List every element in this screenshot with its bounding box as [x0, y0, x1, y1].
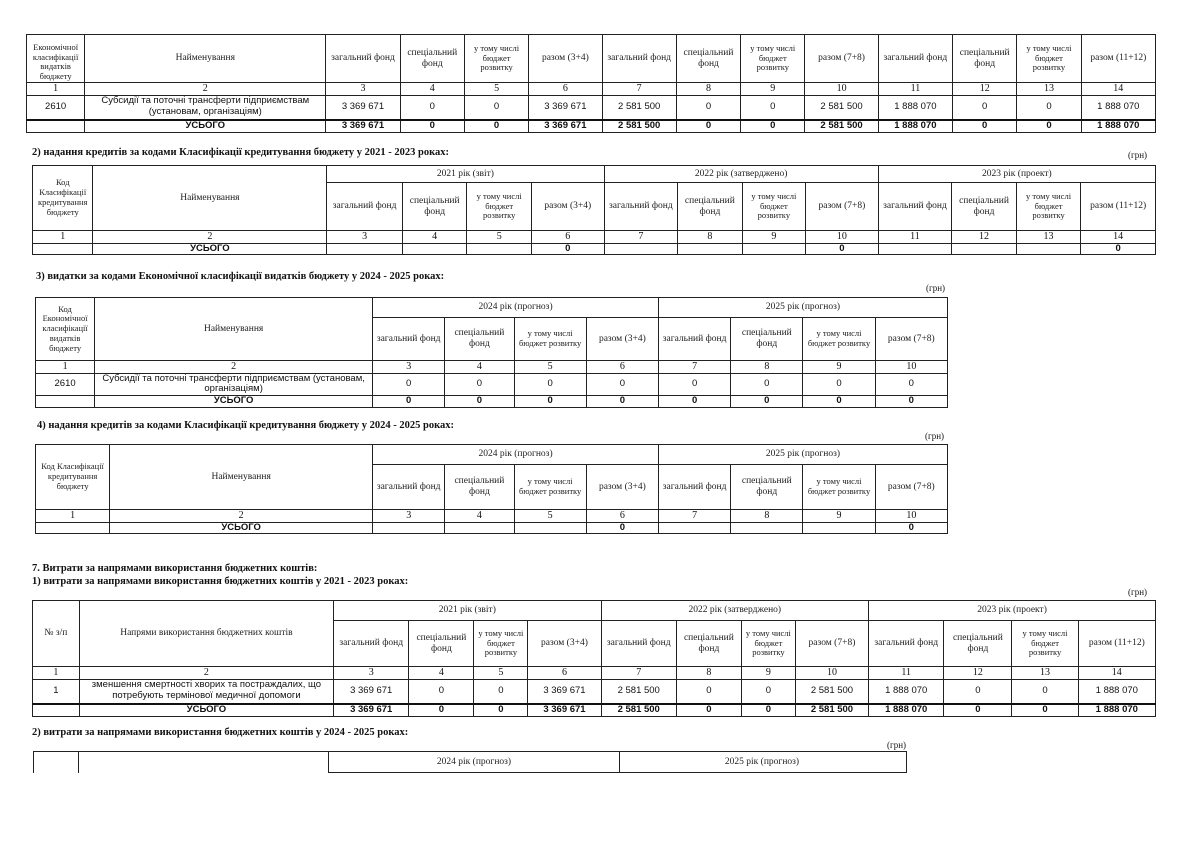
col-header: загальний фонд: [334, 621, 409, 667]
col-header: у тому числі бюджет розвитку: [741, 35, 805, 83]
col-num: 2: [95, 361, 373, 374]
total-row: [36, 522, 948, 534]
col-num: 3: [327, 231, 403, 244]
total-cell: 0: [586, 396, 658, 408]
col-num: 10: [805, 83, 878, 96]
col-num: 3: [326, 83, 400, 96]
total-cell: 0: [741, 704, 795, 716]
table-credits-2021-2023: [32, 165, 1156, 255]
col-header: загальний фонд: [878, 35, 952, 83]
total-cell: 2 581 500: [602, 120, 676, 132]
value-cell: 0: [953, 95, 1017, 120]
col-header: загальний фонд: [658, 318, 730, 361]
col-header: разом (7+8): [805, 35, 878, 83]
col-num: 13: [1017, 83, 1081, 96]
col-num: 10: [875, 361, 947, 374]
value-cell: 0: [875, 373, 947, 396]
col-num: 6: [528, 667, 601, 680]
col-num: 6: [586, 361, 658, 374]
value-cell: 0: [731, 373, 803, 396]
col-num: 14: [1081, 83, 1155, 96]
column-number-row: [33, 231, 1156, 244]
value-cell: 0: [1012, 679, 1078, 704]
total-cell: [467, 243, 532, 255]
table-row: [36, 373, 948, 396]
col-num: 11: [878, 83, 952, 96]
total-cell: 0: [741, 120, 805, 132]
col-header: загальний фонд: [604, 183, 678, 231]
code-cell: 2610: [27, 95, 85, 120]
value-cell: 0: [944, 679, 1012, 704]
col-num: 3: [373, 361, 445, 374]
code-header: Код Класифікації кредитування бюджету: [33, 166, 93, 231]
total-cell: 0: [445, 396, 514, 408]
col-num: 9: [742, 231, 806, 244]
value-cell: 0: [400, 95, 464, 120]
col-num: 3: [373, 510, 445, 523]
value-cell: 3 369 671: [334, 679, 409, 704]
total-cell: [373, 522, 445, 534]
col-header: у тому числі бюджет розвитку: [742, 183, 806, 231]
col-header: у тому числі бюджет розвитку: [467, 183, 532, 231]
value-cell: 0: [676, 95, 740, 120]
col-header: у тому числі бюджет розвитку: [1017, 35, 1081, 83]
value-cell: 0: [586, 373, 658, 396]
col-header: разом (11+12): [1078, 621, 1155, 667]
column-number-row: [36, 361, 948, 374]
value-cell: 1 888 070: [869, 679, 944, 704]
total-cell: 1 888 070: [1078, 704, 1155, 716]
total-cell: 1 888 070: [878, 120, 952, 132]
col-num: 10: [806, 231, 879, 244]
empty-cell: [27, 120, 85, 132]
value-cell: 2 581 500: [601, 679, 676, 704]
year-header-2025: 2025 рік (прогноз): [658, 445, 947, 465]
year-header-2023: 2023 рік (проект): [869, 601, 1156, 621]
col-num: 7: [602, 83, 676, 96]
value-cell: 0: [464, 95, 528, 120]
col-header: спеціальний фонд: [402, 183, 467, 231]
col-header: у тому числі бюджет розвитку: [1016, 183, 1081, 231]
value-cell: 0: [741, 679, 795, 704]
col-num: 11: [869, 667, 944, 680]
col-header: спеціальний фонд: [676, 35, 740, 83]
table-border-left: [33, 751, 34, 773]
total-label: УСЬОГО: [93, 243, 327, 255]
number-cell: 1: [33, 679, 80, 704]
total-cell: [803, 522, 875, 534]
total-cell: 0: [1081, 243, 1156, 255]
total-cell: 0: [944, 704, 1012, 716]
value-cell: 3 369 671: [529, 95, 602, 120]
col-num: 2: [85, 83, 326, 96]
col-num: 6: [531, 231, 604, 244]
section-title-7: 7. Витрати за напрямами використання бюджетних коштів:: [32, 563, 318, 574]
total-cell: 0: [373, 396, 445, 408]
col-num: 5: [474, 667, 528, 680]
empty-cell: [36, 522, 110, 534]
col-num: 5: [514, 510, 586, 523]
value-cell: 2 581 500: [795, 679, 868, 704]
total-cell: 3 369 671: [326, 120, 400, 132]
total-cell: 0: [531, 243, 604, 255]
column-number-row: [33, 667, 1156, 680]
total-cell: 0: [658, 396, 730, 408]
section-heading-credits-2024-2025: 4) надання кредитів за кодами Класифікації кредитування бюджету у 2024 - 2025 роках:: [37, 420, 455, 431]
total-cell: [742, 243, 806, 255]
col-header: загальний фонд: [602, 35, 676, 83]
number-header: № з/п: [33, 601, 80, 667]
direction-cell: зменшення смертності хворих та постраждалих, що потребують термінової медичної допомоги: [79, 679, 333, 704]
col-header: разом (7+8): [806, 183, 879, 231]
section-heading-credits-2021-2023: 2) надання кредитів за кодами Класифікації кредитування бюджету у 2021 - 2023 роках:: [32, 147, 450, 158]
col-num: 4: [409, 667, 474, 680]
col-header: у тому числі бюджет розвитку: [464, 35, 528, 83]
col-num: 9: [741, 83, 805, 96]
total-cell: 0: [803, 396, 875, 408]
total-cell: 0: [474, 704, 528, 716]
col-header: разом (11+12): [1081, 35, 1155, 83]
value-cell: 2 581 500: [805, 95, 878, 120]
total-cell: 0: [676, 120, 740, 132]
value-cell: 0: [445, 373, 514, 396]
table-row: [27, 95, 1156, 120]
table-credits-2024-2025: [35, 444, 948, 534]
total-cell: [445, 522, 514, 534]
year-header-2025: 2025 рік (прогноз): [658, 298, 947, 318]
col-num: 12: [953, 83, 1017, 96]
col-header: у тому числі бюджет розвитку: [803, 318, 875, 361]
col-num: 5: [467, 231, 532, 244]
col-num: 7: [604, 231, 678, 244]
col-num: 1: [33, 667, 80, 680]
total-cell: 0: [1017, 120, 1081, 132]
total-cell: 0: [400, 120, 464, 132]
total-cell: [402, 243, 467, 255]
empty-cell: [36, 396, 95, 408]
col-num: 7: [658, 510, 730, 523]
total-cell: 3 369 671: [528, 704, 601, 716]
year-header-2022: 2022 рік (затверджено): [604, 166, 878, 183]
col-header: спеціальний фонд: [731, 465, 803, 510]
col-header: спеціальний фонд: [409, 621, 474, 667]
code-header: Код Класифікації кредитування бюджету: [36, 445, 110, 510]
table-economic-2024-2025: [35, 297, 948, 408]
year-header-2022: 2022 рік (затверджено): [601, 601, 869, 621]
total-cell: 0: [464, 120, 528, 132]
total-cell: 0: [731, 396, 803, 408]
year-header-2024: 2024 рік (прогноз): [373, 298, 659, 318]
name-cell: Субсидії та поточні трансферти підприємствам (установам, організаціям): [95, 373, 373, 396]
empty-cell: [33, 243, 93, 255]
name-header: Найменування: [85, 35, 326, 83]
col-num: 10: [875, 510, 947, 523]
total-row: [36, 396, 948, 408]
value-cell: 0: [658, 373, 730, 396]
year-header-2021: 2021 рік (звіт): [327, 166, 604, 183]
unit-label: (грн): [925, 431, 945, 441]
total-row: [33, 704, 1156, 716]
total-cell: 2 581 500: [795, 704, 868, 716]
col-num: 11: [878, 231, 952, 244]
total-cell: [327, 243, 403, 255]
value-cell: 0: [676, 679, 741, 704]
total-cell: 1 888 070: [1081, 120, 1155, 132]
section-heading-expenses-2024-2025: 3) видатки за кодами Економічної класифікації видатків бюджету у 2024 - 2025 роках:: [36, 271, 445, 282]
col-header: загальний фонд: [326, 35, 400, 83]
col-header: загальний фонд: [601, 621, 676, 667]
col-header: разом (7+8): [875, 465, 947, 510]
code-header: Код Економічної класифікації видатків бюджету: [36, 298, 95, 361]
section-heading-directions-2021-2023: 1) витрати за напрямами використання бюджетних коштів у 2021 - 2023 роках:: [32, 576, 409, 587]
col-header: спеціальний фонд: [676, 621, 741, 667]
empty-cell: [33, 704, 80, 716]
col-header: загальний фонд: [373, 465, 445, 510]
col-num: 8: [678, 231, 743, 244]
unit-label: (грн): [926, 283, 946, 293]
col-header: разом (3+4): [528, 621, 601, 667]
total-cell: [678, 243, 743, 255]
total-cell: 2 581 500: [601, 704, 676, 716]
value-cell: 1 888 070: [878, 95, 952, 120]
col-header: спеціальний фонд: [445, 465, 514, 510]
total-row: [27, 120, 1156, 132]
col-header: спеціальний фонд: [400, 35, 464, 83]
col-num: 9: [803, 361, 875, 374]
value-cell: 3 369 671: [326, 95, 400, 120]
col-header: разом (3+4): [586, 465, 658, 510]
unit-label: (грн): [1128, 150, 1148, 160]
col-num: 13: [1012, 667, 1078, 680]
col-header: спеціальний фонд: [952, 183, 1017, 231]
col-num: 8: [731, 361, 803, 374]
col-header: разом (11+12): [1081, 183, 1156, 231]
value-cell: 0: [741, 95, 805, 120]
year-header-2023: 2023 рік (проект): [878, 166, 1155, 183]
col-num: 5: [514, 361, 586, 374]
col-header: у тому числі бюджет розвитку: [514, 465, 586, 510]
total-cell: 0: [409, 704, 474, 716]
value-cell: 0: [803, 373, 875, 396]
value-cell: 3 369 671: [528, 679, 601, 704]
col-num: 4: [445, 361, 514, 374]
value-cell: 1 888 070: [1078, 679, 1155, 704]
name-cell: Субсидії та поточні трансферти підприємствам (установам, організаціям): [85, 95, 326, 120]
col-header: у тому числі бюджет розвитку: [474, 621, 528, 667]
total-cell: 0: [875, 522, 947, 534]
total-cell: 2 581 500: [805, 120, 878, 132]
col-num: 6: [586, 510, 658, 523]
col-header: разом (3+4): [529, 35, 602, 83]
total-cell: [658, 522, 730, 534]
col-num: 10: [795, 667, 868, 680]
col-header: у тому числі бюджет розвитку: [1012, 621, 1078, 667]
col-num: 4: [400, 83, 464, 96]
unit-label: (грн): [887, 740, 907, 750]
table-economic-2021-2023: [26, 34, 1156, 133]
table-row: [33, 679, 1156, 704]
col-header: у тому числі бюджет розвитку: [803, 465, 875, 510]
col-num: 4: [402, 231, 467, 244]
col-num: 3: [334, 667, 409, 680]
value-cell: 0: [1017, 95, 1081, 120]
total-cell: 0: [953, 120, 1017, 132]
column-number-row: [27, 83, 1156, 96]
col-num: 6: [529, 83, 602, 96]
col-num: 1: [33, 231, 93, 244]
total-cell: 0: [1012, 704, 1078, 716]
col-num: 4: [445, 510, 514, 523]
total-label: УСЬОГО: [110, 522, 373, 534]
name-header: Найменування: [93, 166, 327, 231]
total-cell: [731, 522, 803, 534]
col-num: 12: [952, 231, 1017, 244]
col-header: спеціальний фонд: [731, 318, 803, 361]
total-cell: 0: [875, 396, 947, 408]
col-header: спеціальний фонд: [678, 183, 743, 231]
total-label: УСЬОГО: [95, 396, 373, 408]
year-header-2021: 2021 рік (звіт): [334, 601, 602, 621]
total-cell: [878, 243, 952, 255]
col-num: 7: [658, 361, 730, 374]
col-header: разом (7+8): [875, 318, 947, 361]
unit-label: (грн): [1128, 587, 1148, 597]
section-heading-directions-2024-2025: 2) витрати за напрямами використання бюджетних коштів у 2024 - 2025 роках:: [32, 727, 409, 738]
col-num: 1: [27, 83, 85, 96]
col-num: 2: [93, 231, 327, 244]
col-header: разом (3+4): [586, 318, 658, 361]
direction-header: Напрями використання бюджетних коштів: [79, 601, 333, 667]
name-header: Найменування: [95, 298, 373, 361]
col-header: у тому числі бюджет розвитку: [514, 318, 586, 361]
value-cell: 0: [409, 679, 474, 704]
col-header: загальний фонд: [869, 621, 944, 667]
col-num: 14: [1081, 231, 1156, 244]
col-num: 1: [36, 361, 95, 374]
value-cell: 2 581 500: [602, 95, 676, 120]
col-num: 5: [464, 83, 528, 96]
col-num: 2: [79, 667, 333, 680]
column-number-row: [36, 510, 948, 523]
col-num: 1: [36, 510, 110, 523]
total-cell: 0: [806, 243, 879, 255]
col-header: загальний фонд: [327, 183, 403, 231]
partial-table-directions-2024-2025: [33, 751, 907, 773]
col-header: разом (3+4): [531, 183, 604, 231]
col-header: загальний фонд: [878, 183, 952, 231]
col-num: 12: [944, 667, 1012, 680]
code-header: Економічної класифікації видатків бюджету: [27, 35, 85, 83]
col-header: загальний фонд: [373, 318, 445, 361]
col-header: спеціальний фонд: [953, 35, 1017, 83]
col-num: 8: [731, 510, 803, 523]
total-row: [33, 243, 1156, 255]
col-num: 9: [741, 667, 795, 680]
col-num: 13: [1016, 231, 1081, 244]
code-cell: 2610: [36, 373, 95, 396]
col-num: 14: [1078, 667, 1155, 680]
col-header: загальний фонд: [658, 465, 730, 510]
total-label: УСЬОГО: [85, 120, 326, 132]
total-cell: 0: [514, 396, 586, 408]
year-header-2024: 2024 рік (прогноз): [373, 445, 659, 465]
total-cell: [514, 522, 586, 534]
col-header: спеціальний фонд: [944, 621, 1012, 667]
total-cell: 3 369 671: [334, 704, 409, 716]
year-header-2025: 2025 рік (прогноз): [618, 751, 907, 773]
value-cell: 0: [474, 679, 528, 704]
col-header: у тому числі бюджет розвитку: [741, 621, 795, 667]
year-header-2024: 2024 рік (прогноз): [328, 751, 620, 773]
total-cell: 1 888 070: [869, 704, 944, 716]
total-cell: 3 369 671: [529, 120, 602, 132]
table-directions-2021-2023: [32, 600, 1156, 717]
col-header: разом (7+8): [795, 621, 868, 667]
col-num: 7: [601, 667, 676, 680]
value-cell: 0: [514, 373, 586, 396]
total-cell: [952, 243, 1017, 255]
col-num: 9: [803, 510, 875, 523]
name-header: Найменування: [110, 445, 373, 510]
total-cell: 0: [676, 704, 741, 716]
total-cell: [1016, 243, 1081, 255]
total-label: УСЬОГО: [79, 704, 333, 716]
value-cell: 0: [373, 373, 445, 396]
col-num: 2: [110, 510, 373, 523]
total-cell: 0: [586, 522, 658, 534]
total-cell: [604, 243, 678, 255]
value-cell: 1 888 070: [1081, 95, 1155, 120]
col-header: спеціальний фонд: [445, 318, 514, 361]
col-num: 8: [676, 83, 740, 96]
table-border-col2: [78, 751, 79, 773]
col-num: 8: [676, 667, 741, 680]
